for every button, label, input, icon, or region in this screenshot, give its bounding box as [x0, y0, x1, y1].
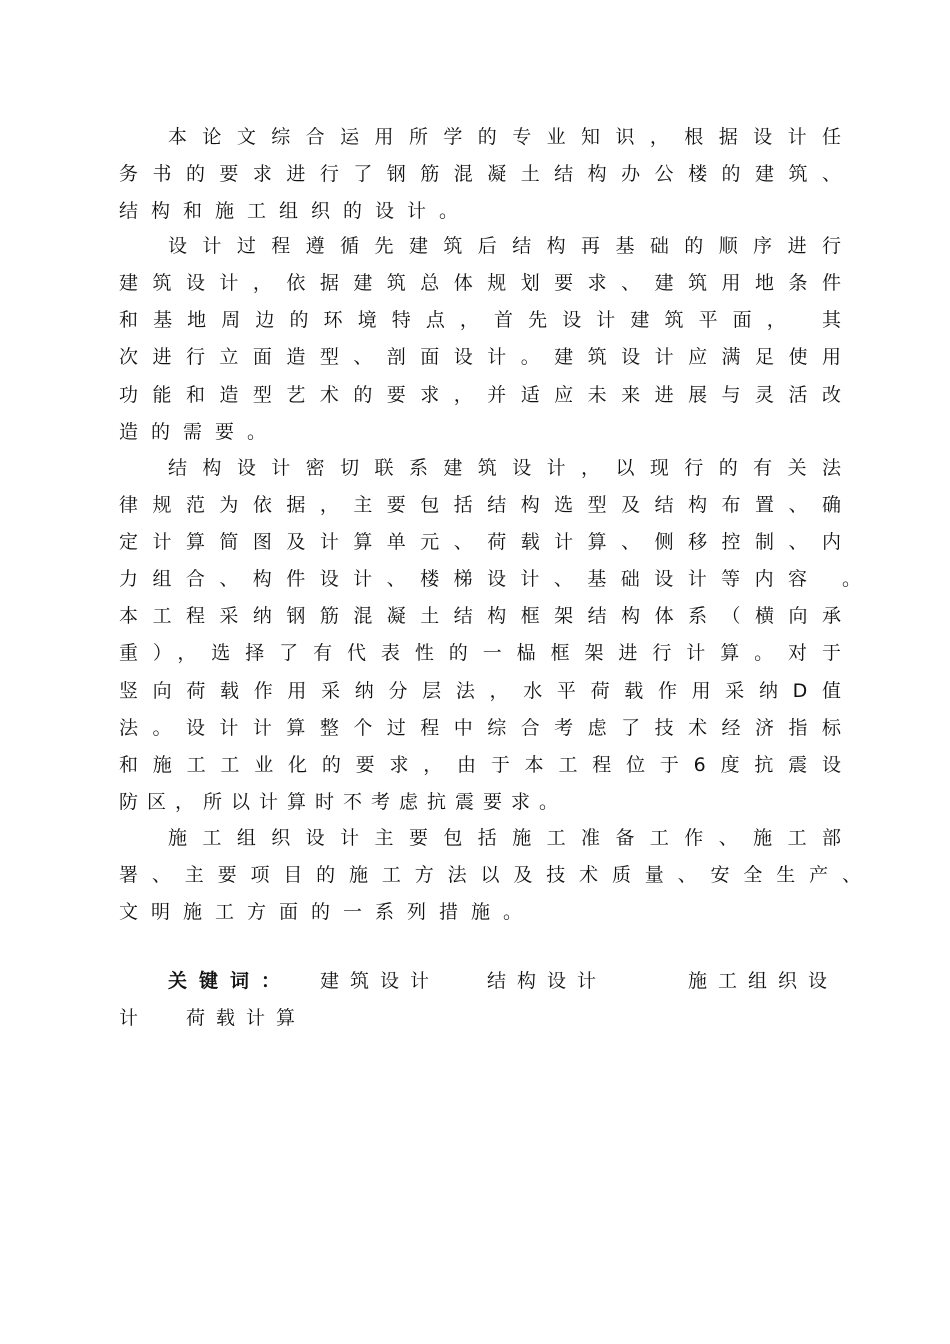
paragraph-4-line-1: 施工组织设计主要包括施工准备工作、施工部 — [168, 827, 841, 849]
paragraph-2-line-3: 和基地周边的环境特点，首先设计建筑平面， 其 — [119, 309, 841, 331]
paragraph-3-line-5: 本工程采纳钢筋混凝土结构框架结构体系（横向承 — [119, 605, 841, 627]
keyword-2: 结构设计 — [487, 970, 608, 992]
paragraph-3-line-6: 重），选择了有代表性的一榀框架进行计算。对于 — [119, 642, 841, 664]
keyword-4: 荷载计算 — [186, 1007, 307, 1029]
paragraph-2-line-4: 次进行立面造型、剖面设计。建筑设计应满足使用 — [119, 346, 841, 368]
paragraph-2-line-1: 设计过程遵循先建筑后结构再基础的顺序进行 — [168, 235, 841, 257]
keywords-label: 关键词： — [168, 970, 293, 992]
paragraph-3-line-10: 防区，所以计算时不考虑抗震要求。 — [119, 791, 568, 813]
paragraph-3-line-2: 律规范为依据，主要包括结构选型及结构布置、确 — [119, 494, 841, 516]
keyword-1: 建筑设计 — [320, 970, 441, 992]
paragraph-2-line-6: 造的需要。 — [119, 421, 280, 443]
paragraph-3-line-3: 定计算简图及计算单元、荷载计算、侧移控制、内 — [119, 531, 841, 553]
paragraph-3-line-4: 力组合、构件设计、楼梯设计、基础设计等内容 。 — [119, 568, 861, 590]
paragraph-3-line-8: 法。设计计算整个过程中综合考虑了技术经济指标 — [119, 717, 841, 739]
keyword-3-continued: 计 — [119, 1007, 150, 1029]
paragraph-4-line-3: 文明施工方面的一系列措施。 — [119, 901, 536, 923]
paragraph-1-line-2: 务书的要求进行了钢筋混凝土结构办公楼的建筑、 — [119, 163, 841, 185]
paragraph-2-line-5: 功能和造型艺术的要求，并适应未来进展与灵活改 — [119, 384, 841, 406]
paragraph-3-line-7: 竖向荷载作用采纳分层法，水平荷载作用采纳D值 — [119, 680, 841, 702]
paragraph-2-line-2: 建筑设计，依据建筑总体规划要求、建筑用地条件 — [119, 272, 841, 294]
paragraph-3-line-1: 结构设计密切联系建筑设计，以现行的有关法 — [168, 457, 841, 479]
paragraph-1-line-1: 本论文综合运用所学的专业知识，根据设计任 — [168, 126, 841, 148]
paragraph-3-line-9: 和施工工业化的要求，由于本工程位于6度抗震设 — [119, 754, 841, 776]
paragraph-1-line-3: 结构和施工组织的设计。 — [119, 200, 472, 222]
keyword-3: 施工组织设 — [688, 970, 839, 992]
keywords-row — [168, 966, 841, 996]
paragraph-4-line-2: 署、主要项目的施工方法以及技术质量、安全生产、 — [119, 864, 861, 886]
